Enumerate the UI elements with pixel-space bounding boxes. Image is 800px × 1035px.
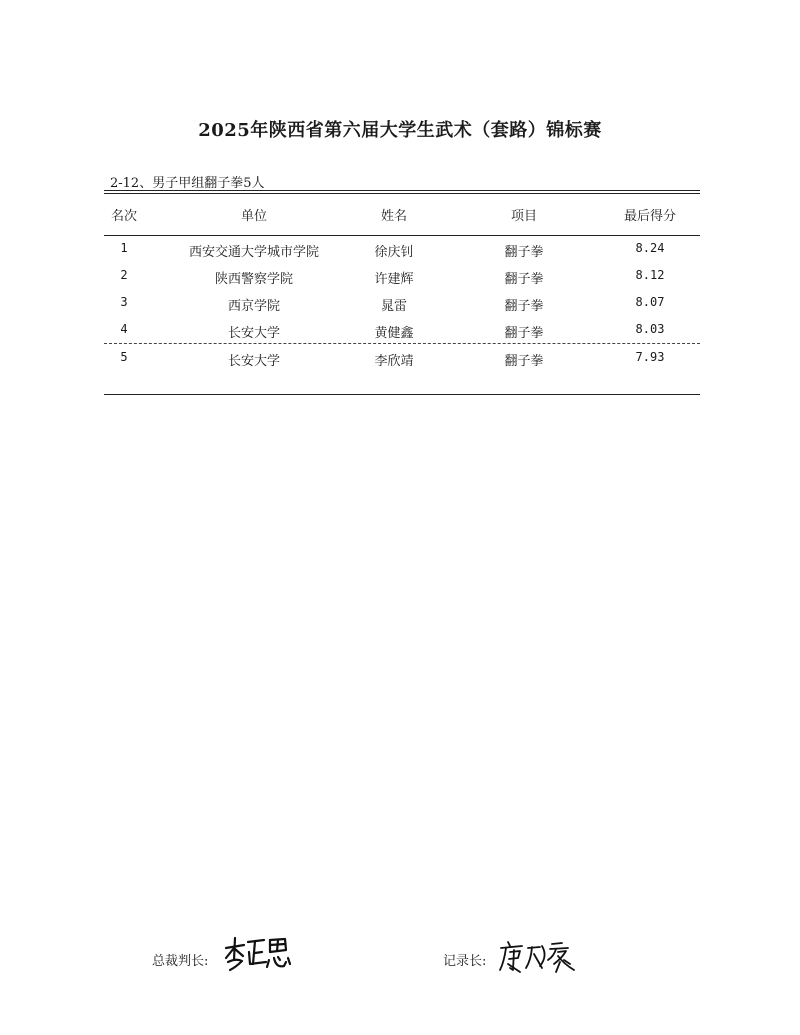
table-row bbox=[104, 268, 700, 288]
cell-unit: 长安大学 bbox=[227, 354, 280, 369]
cell-score: 8.07 bbox=[635, 295, 665, 309]
cell-rank: 2 bbox=[120, 268, 128, 282]
cell-score: 8.03 bbox=[635, 322, 665, 336]
cell-name: 晁雷 bbox=[380, 299, 407, 314]
table-header-row bbox=[104, 205, 700, 225]
cell-rank: 1 bbox=[120, 241, 128, 255]
cell-score: 7.93 bbox=[635, 350, 665, 364]
cell-rank: 5 bbox=[120, 350, 128, 364]
table-top-rule bbox=[104, 190, 700, 191]
recorder-signature bbox=[498, 938, 582, 978]
table-top-rule-inner bbox=[104, 193, 700, 194]
cell-event: 翻子拳 bbox=[504, 354, 544, 369]
cell-name: 黄健鑫 bbox=[374, 326, 414, 341]
cell-rank: 3 bbox=[120, 295, 128, 309]
qualification-divider bbox=[104, 343, 700, 344]
cell-unit: 陕西警察学院 bbox=[214, 272, 293, 287]
cell-unit: 西安交通大学城市学院 bbox=[188, 245, 319, 260]
table-bottom-rule bbox=[104, 394, 700, 395]
cell-event: 翻子拳 bbox=[504, 245, 544, 260]
recorder-label: 记录长: bbox=[443, 954, 487, 969]
table-row bbox=[104, 322, 700, 342]
chief-judge-label: 总裁判长: bbox=[152, 954, 209, 969]
cell-rank: 4 bbox=[120, 322, 128, 336]
cell-event: 翻子拳 bbox=[504, 326, 544, 341]
cell-name: 李欣靖 bbox=[374, 354, 414, 369]
cell-event: 翻子拳 bbox=[504, 272, 544, 287]
cell-unit: 长安大学 bbox=[227, 326, 280, 341]
cell-name: 许建辉 bbox=[374, 272, 414, 287]
header-score: 最后得分 bbox=[623, 209, 676, 224]
cell-score: 8.12 bbox=[635, 268, 665, 282]
cell-score: 8.24 bbox=[635, 241, 665, 255]
cell-event: 翻子拳 bbox=[504, 299, 544, 314]
cell-unit: 西京学院 bbox=[227, 299, 280, 314]
page-title: 2025年陕西省第六届大学生武术（套路）锦标赛 bbox=[198, 120, 602, 141]
table-row bbox=[104, 350, 700, 370]
header-event: 项目 bbox=[510, 209, 537, 224]
cell-name: 徐庆钊 bbox=[374, 245, 414, 260]
chief-judge-signature bbox=[222, 934, 294, 974]
table-row bbox=[104, 295, 700, 315]
header-unit: 单位 bbox=[240, 209, 267, 224]
event-subtitle: 2-12、男子甲组翻子拳5人 bbox=[110, 176, 265, 191]
table-header-rule bbox=[104, 235, 700, 236]
table-row bbox=[104, 241, 700, 261]
header-name: 姓名 bbox=[380, 209, 407, 224]
header-rank: 名次 bbox=[110, 209, 137, 224]
